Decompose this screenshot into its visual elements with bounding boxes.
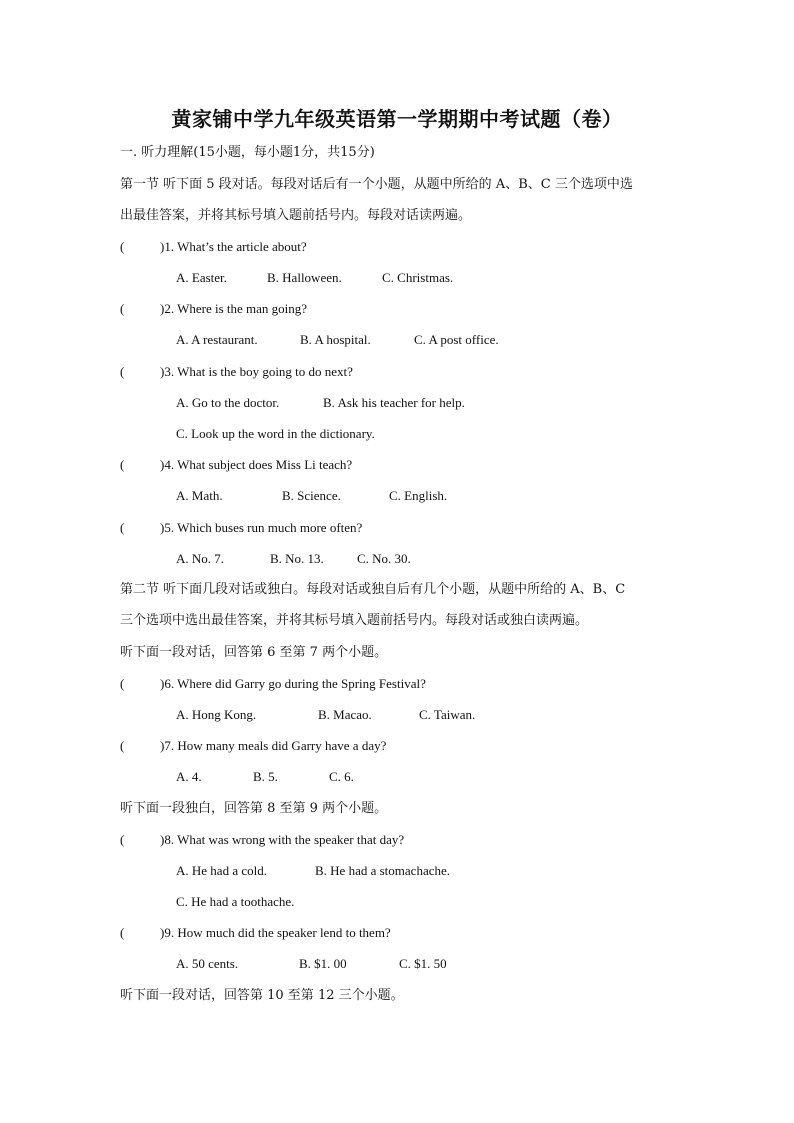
question-7 bbox=[120, 737, 386, 755]
section2-instruction-line2: 三个选项中选出最佳答案，并将其标号填入题前括号内。每段对话或独白读两遍。 bbox=[120, 613, 589, 628]
answer-blank-open[interactable]: ( bbox=[120, 457, 125, 472]
answer-blank-open[interactable]: ( bbox=[120, 364, 125, 379]
question-3 bbox=[120, 363, 353, 381]
section1-instruction-line2: 出最佳答案，并将其标号填入题前括号内。每段对话读两遍。 bbox=[120, 208, 472, 223]
question-6 bbox=[120, 675, 426, 693]
option-c: C. A post office. bbox=[414, 332, 499, 347]
answer-blank-open[interactable]: ( bbox=[120, 925, 125, 940]
question-4 bbox=[120, 456, 352, 474]
option-c: C. Look up the word in the dictionary. bbox=[176, 426, 375, 441]
answer-blank-open[interactable]: ( bbox=[120, 676, 125, 691]
answer-blank-close: ) bbox=[160, 457, 165, 472]
question-stem: 7. How many meals did Garry have a day? bbox=[164, 738, 387, 753]
option-b: B. 5. bbox=[253, 769, 278, 784]
option-b: B. Ask his teacher for help. bbox=[323, 395, 465, 410]
option-c: C. English. bbox=[389, 488, 448, 503]
question-stem: 6. Where did Garry go during the Spring Festival? bbox=[164, 676, 426, 691]
question-stem: 3. What is the boy going to do next? bbox=[164, 364, 353, 379]
question-stem: 4. What subject does Miss Li teach? bbox=[164, 457, 353, 472]
option-c: C. $1. 50 bbox=[399, 956, 447, 971]
answer-blank-close: ) bbox=[160, 239, 165, 254]
option-b: B. Science. bbox=[282, 488, 341, 503]
question-stem: 9. How much did the speaker lend to them? bbox=[164, 925, 391, 940]
option-b: B. Macao. bbox=[318, 707, 372, 722]
option-c: C. Taiwan. bbox=[419, 707, 476, 722]
option-b: B. $1. 00 bbox=[299, 956, 347, 971]
question-stem: 2. Where is the man going? bbox=[164, 301, 308, 316]
option-a: A. No. 7. bbox=[176, 551, 225, 566]
answer-blank-open[interactable]: ( bbox=[120, 520, 125, 535]
instruction-q10-12: 听下面一段对话，回答第 10 至第 12 三个小题。 bbox=[120, 988, 404, 1003]
option-c: C. No. 30. bbox=[357, 551, 411, 566]
answer-blank-close: ) bbox=[160, 676, 165, 691]
option-a: A. He had a cold. bbox=[176, 863, 267, 878]
option-b: B. Halloween. bbox=[267, 270, 342, 285]
question-stem: 1. What’s the article about? bbox=[164, 239, 307, 254]
answer-blank-close: ) bbox=[160, 301, 165, 316]
answer-blank-close: ) bbox=[160, 832, 165, 847]
question-stem: 5. Which buses run much more often? bbox=[164, 520, 363, 535]
answer-blank-close: ) bbox=[160, 520, 165, 535]
instruction-q8-9: 听下面一段独白，回答第 8 至第 9 两个小题。 bbox=[120, 801, 388, 816]
question-8 bbox=[120, 831, 404, 849]
option-c: C. Christmas. bbox=[382, 270, 454, 285]
section1-instruction-line1: 第一节 听下面 5 段对话。每段对话后有一个小题，从题中所给的 A、B、C 三个选项中选 bbox=[120, 177, 633, 192]
question-stem: 8. What was wrong with the speaker that day? bbox=[164, 832, 405, 847]
option-a: A. Math. bbox=[176, 488, 223, 503]
section2-instruction-line1: 第二节 听下面几段对话或独白。每段对话或独自后有几个小题，从题中所给的 A、B、C bbox=[120, 582, 626, 597]
question-2 bbox=[120, 300, 307, 318]
question-9 bbox=[120, 924, 391, 942]
option-a: A. Go to the doctor. bbox=[176, 395, 280, 410]
answer-blank-close: ) bbox=[160, 364, 165, 379]
option-b: B. A hospital. bbox=[300, 332, 371, 347]
question-5 bbox=[120, 519, 362, 537]
answer-blank-open[interactable]: ( bbox=[120, 239, 125, 254]
answer-blank-close: ) bbox=[160, 925, 165, 940]
answer-blank-open[interactable]: ( bbox=[120, 832, 125, 847]
option-a: A. A restaurant. bbox=[176, 332, 258, 347]
instruction-q6-7: 听下面一段对话，回答第 6 至第 7 两个小题。 bbox=[120, 645, 388, 660]
question-1 bbox=[120, 238, 307, 256]
option-c: C. 6. bbox=[329, 769, 354, 784]
answer-blank-open[interactable]: ( bbox=[120, 301, 125, 316]
option-c: C. He had a toothache. bbox=[176, 894, 295, 909]
option-a: A. 50 cents. bbox=[176, 956, 239, 971]
option-a: A. 4. bbox=[176, 769, 202, 784]
answer-blank-close: ) bbox=[160, 738, 165, 753]
option-a: A. Easter. bbox=[176, 270, 227, 285]
option-a: A. Hong Kong. bbox=[176, 707, 257, 722]
page-title: 黄家铺中学九年级英语第一学期期中考试题（卷） bbox=[171, 107, 623, 131]
answer-blank-open[interactable]: ( bbox=[120, 738, 125, 753]
option-b: B. He had a stomachache. bbox=[315, 863, 451, 878]
part1-heading: 一. 听力理解(15小题，每小题1分，共15分) bbox=[120, 145, 375, 160]
option-b: B. No. 13. bbox=[270, 551, 324, 566]
